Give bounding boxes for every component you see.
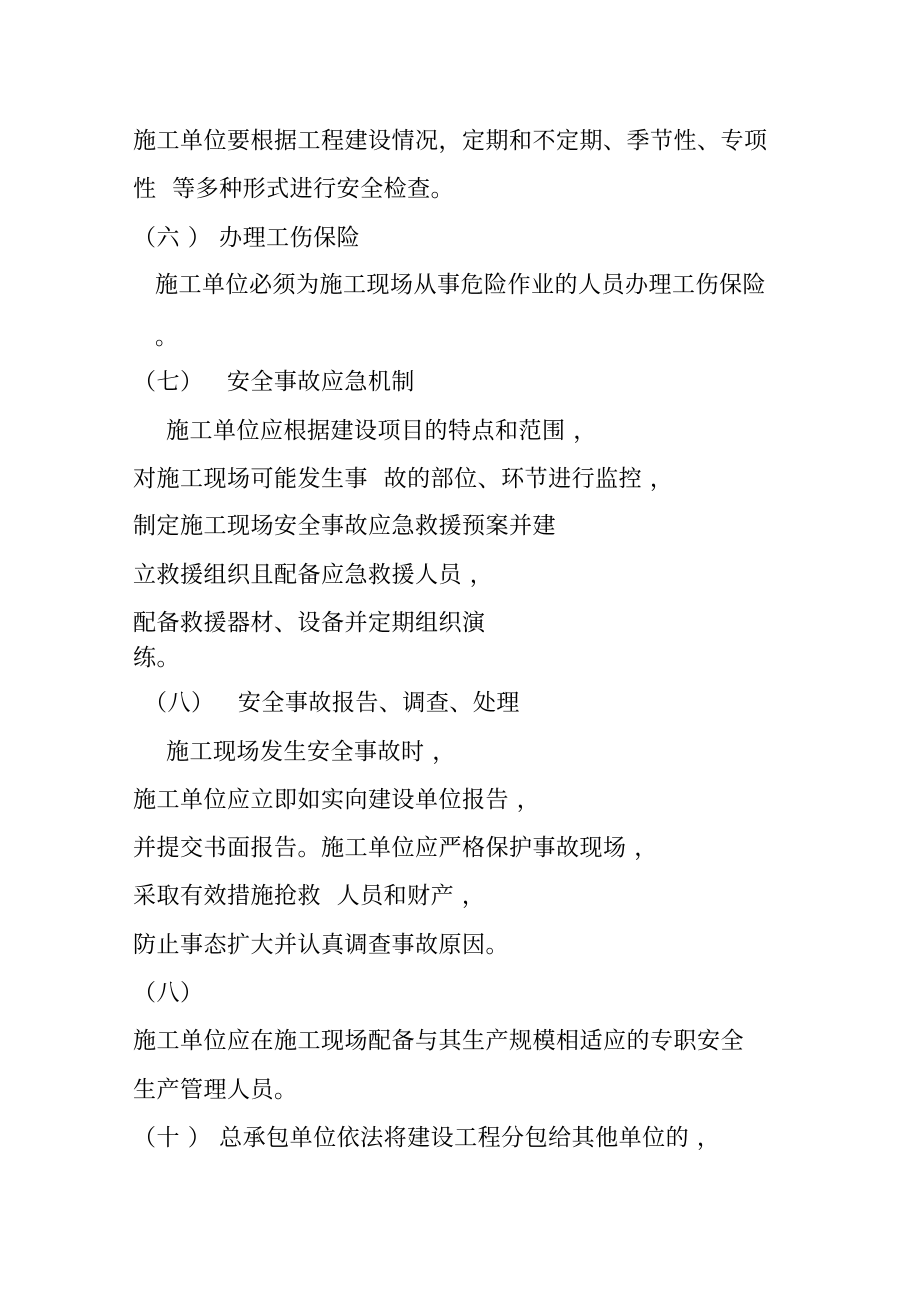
paragraph-line: 采取有效措施抢救 人员和财产 ， [133,883,486,909]
section-heading: （六 ） 办理工伤保险 [133,225,361,251]
paragraph-line: 施工单位应在施工现场配备与其生产规模相适应的专职安全 [133,1028,744,1054]
paragraph-line: 施工单位应立即如实向建设单位报告 ， [133,787,541,813]
paragraph-line: 立救援组织且配备应急救援人员 ， [133,562,494,588]
paragraph-line: 施工单位必须为施工现场从事危险作业的人员办理工伤保险 [155,272,766,298]
section-heading: （十 ） 总承包单位依法将建设工程分包给其他单位的 ， [133,1125,721,1151]
paragraph-line: 施工单位要根据工程建设情况，定期和不定期、季节性、专项 [133,128,768,154]
paragraph-line: 。 [155,324,179,350]
paragraph-line: 施工单位应根据建设项目的特点和范围 ， [166,418,597,444]
section-heading: （八） 安全事故报告、调查、处理 [144,690,520,716]
paragraph-line: 防止事态扩大并认真调查事故原因。 [133,932,509,958]
paragraph-line: 对施工现场可能发生事 故的部位、环节进行监控 ， [133,466,674,492]
paragraph-line: 生产管理人员。 [133,1077,298,1103]
section-heading: （八） [133,980,204,1006]
paragraph-line: 性 等多种形式进行安全检查。 [133,176,455,202]
paragraph-line: 并提交书面报告。施工单位应严格保护事故现场 ， [133,835,658,861]
paragraph-line: 配备救援器材、设备并定期组织演 [133,610,486,636]
paragraph-line: 练。 [133,645,180,671]
paragraph-line: 施工现场发生安全事故时 ， [166,739,456,765]
paragraph-line: 制定施工现场安全事故应急救援预案并建 [133,513,556,539]
section-heading: （七） 安全事故应急机制 [133,369,415,395]
